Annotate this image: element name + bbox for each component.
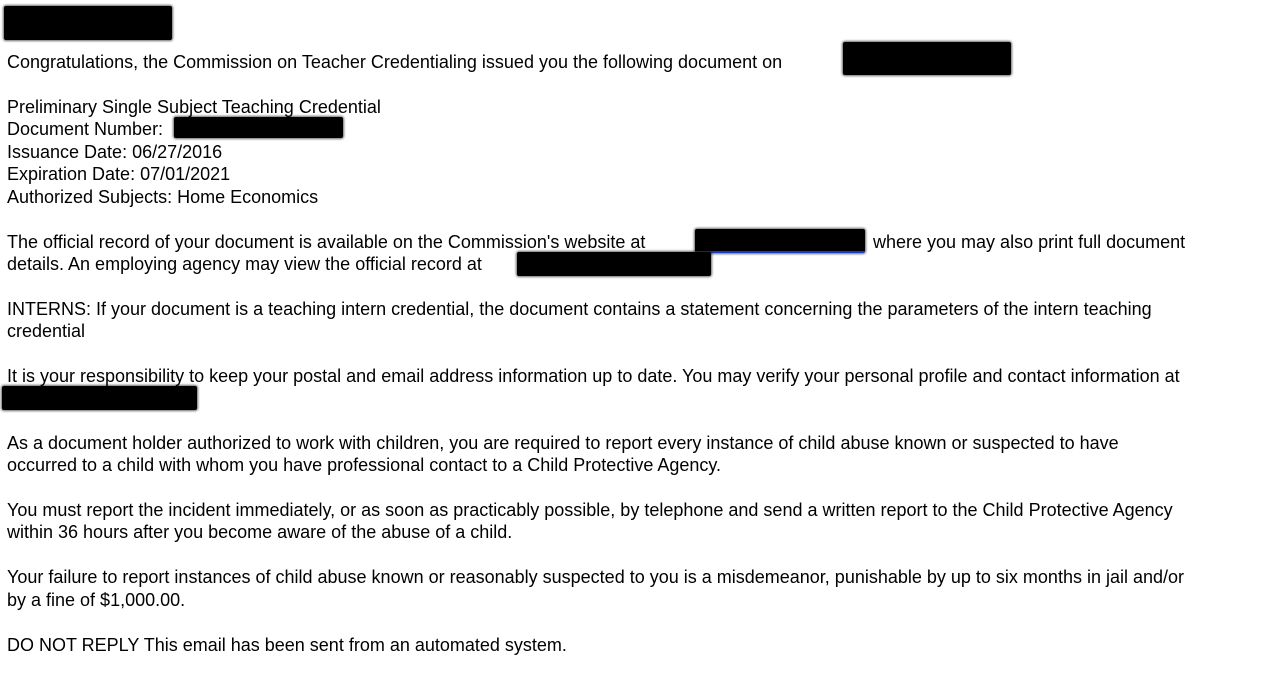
interns-line-1: INTERNS: If your document is a teaching intern credential, the document contains a statement concerning the parameters of the intern teaching [7, 299, 1152, 319]
official-record-line-2-text: details. An employing agency may view the official record at [7, 254, 482, 274]
document-number-line [7, 118, 163, 140]
failure-line-1: Your failure to report instances of child abuse known or reasonably suspected to you is a misdemeanor, punishable by up to six months in jail and/or [7, 567, 1185, 587]
redacted-recipient-name [4, 6, 172, 40]
expiration-date: Expiration Date: 07/01/2021 [7, 164, 231, 184]
report-line-2: within 36 hours after you become aware of the abuse of a child. [7, 522, 513, 542]
child-abuse-line-1: As a document holder authorized to work with children, you are required to report every instance of child abuse known or suspected to have [7, 433, 1119, 453]
failure-line-2: by a fine of $1,000.00. [7, 590, 186, 610]
redacted-website-link[interactable] [695, 229, 865, 253]
redacted-issue-date [843, 42, 1011, 75]
responsibility-line-1: It is your responsibility to keep your postal and email address information up to date. You may verify your personal profile and contact information at [7, 366, 1180, 386]
document-number-label: Document Number: [7, 119, 164, 139]
interns-line-2: credential [7, 321, 86, 341]
issuance-date: Issuance Date: 06/27/2016 [7, 142, 223, 162]
document-title: Preliminary Single Subject Teaching Credential [7, 97, 381, 117]
official-record-line-2 [7, 253, 482, 275]
report-line-1: You must report the incident immediately, or as soon as practicably possible, by telephone and send a written report to the Child Protective Agency [7, 500, 1173, 520]
do-not-reply-footer: DO NOT REPLY This email has been sent from an automated system. [7, 635, 567, 655]
intro-text: Congratulations, the Commission on Teacher Credentialing issued you the following document on [7, 52, 783, 72]
redacted-employer-link[interactable] [517, 252, 711, 276]
redacted-profile-link[interactable] [2, 386, 197, 410]
official-record-line-1 [7, 231, 645, 253]
official-record-before: The official record of your document is available on the Commission's website at [7, 232, 646, 252]
authorized-subjects: Authorized Subjects: Home Economics [7, 187, 319, 207]
official-record-after: where you may also print full document [873, 232, 1186, 252]
redacted-document-number [174, 117, 343, 138]
intro-line [7, 51, 782, 73]
child-abuse-line-2: occurred to a child with whom you have professional contact to a Child Protective Agency. [7, 455, 722, 475]
